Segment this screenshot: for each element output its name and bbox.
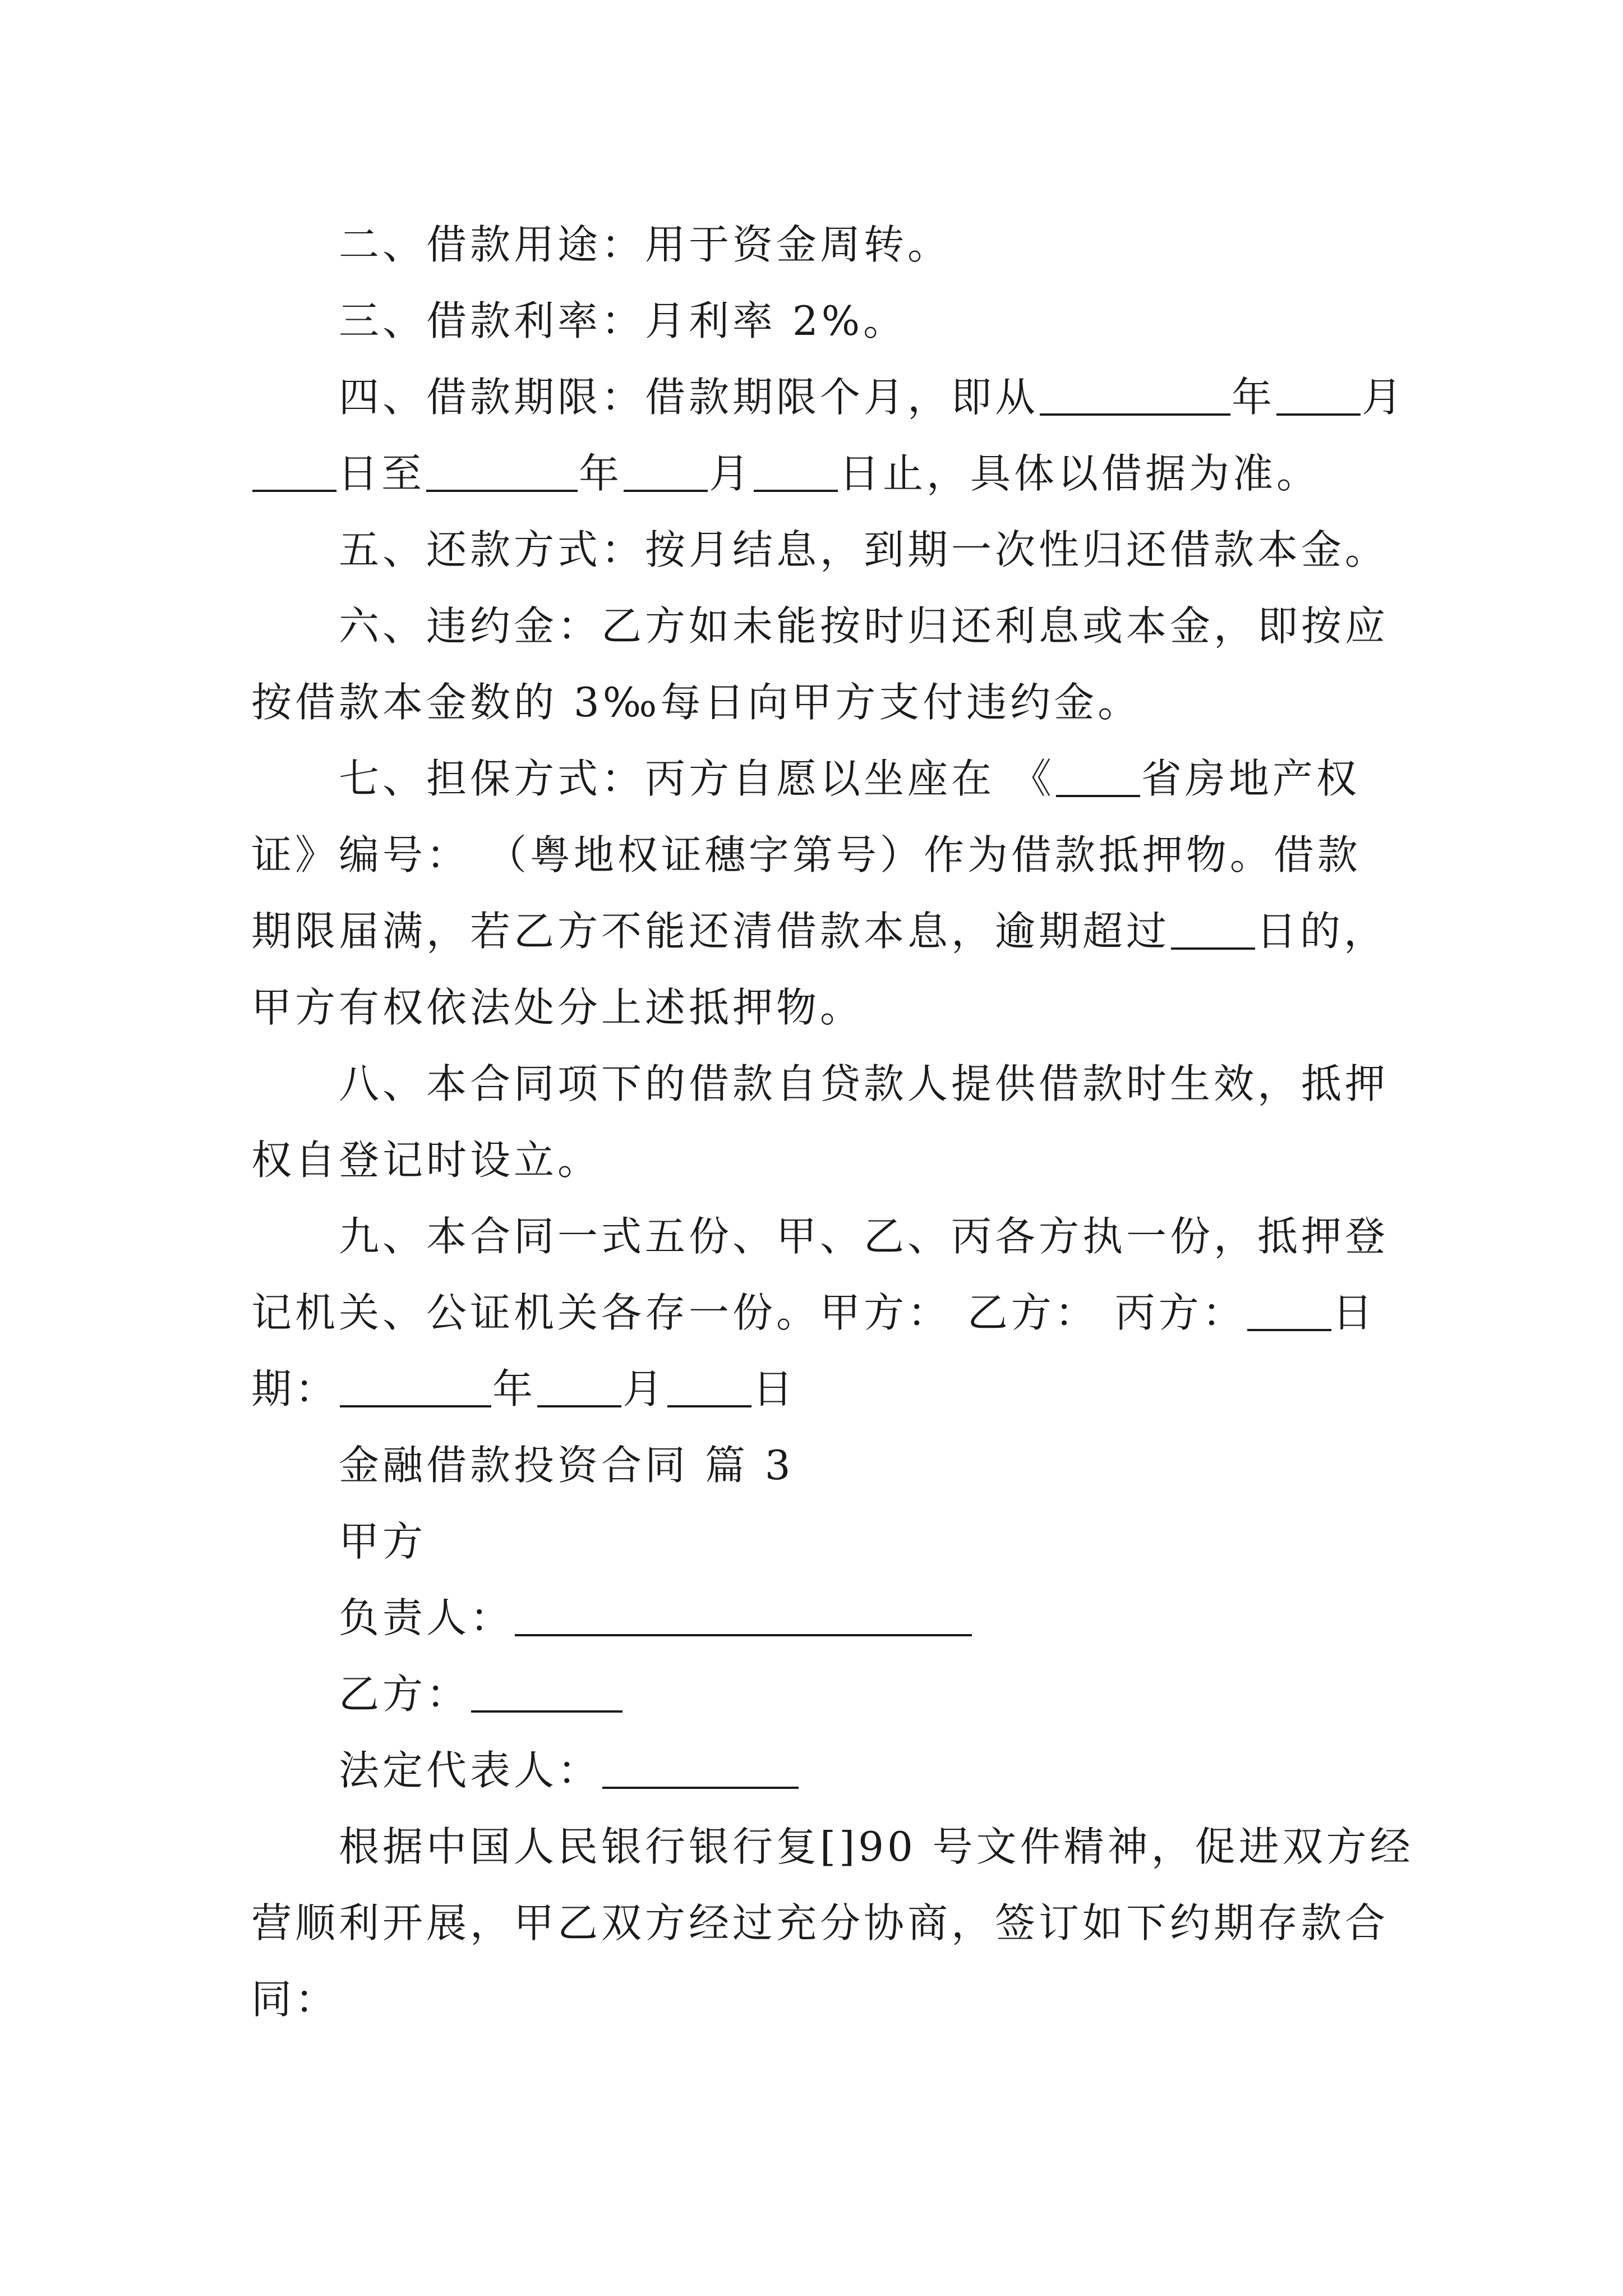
text: 甲方: [339, 1518, 427, 1565]
text: 省房地产权: [1141, 755, 1360, 802]
text: 日: [1332, 1289, 1376, 1336]
blank-sign-year: [340, 1363, 491, 1407]
clause-3-interest: [251, 283, 1395, 359]
text: 年: [492, 1365, 537, 1412]
text: 根据中国人民银行银行复[]90 号文件精神，促进双方经: [339, 1823, 1414, 1870]
clause-5-repayment: [251, 512, 1395, 588]
party-b-line: [251, 1656, 1395, 1732]
text: 甲方有权依法处分上述抵押物。: [251, 984, 864, 1031]
clause-7-guarantee-cont-2: [251, 893, 1395, 969]
clause-9-date: [251, 1351, 1395, 1427]
blank-start-month: [1276, 371, 1361, 416]
text: 七、担保方式：丙方自愿以坐座在 《: [339, 755, 1055, 802]
clause-6-penalty: [251, 588, 1395, 664]
text: 年: [579, 450, 623, 497]
blank-end-day: [754, 447, 838, 492]
blank-sign-field: [1247, 1286, 1331, 1331]
text: 乙方：: [339, 1671, 471, 1718]
text: 记机关、公证机关各存一份。甲方： 乙方： 丙方：: [251, 1289, 1246, 1336]
blank-province: [1056, 752, 1140, 797]
preamble-line-1: [251, 1809, 1414, 1885]
text: 日止，具体以借据为准。: [839, 450, 1321, 497]
text: 二、借款用途：用于资金周转。: [339, 221, 952, 268]
text: 期：: [251, 1365, 339, 1412]
blank-legal-rep: [602, 1744, 799, 1789]
preamble-line-3: [251, 1961, 1395, 2037]
text: 证》编号： （粤地权证穗字第号）作为借款抵押物。借款: [251, 831, 1361, 878]
text: 月: [623, 1365, 667, 1412]
section-title: [251, 1427, 1395, 1503]
text: 三、借款利率：月利率 2%。: [339, 297, 907, 344]
clause-7-guarantee-cont-3: [251, 969, 1395, 1046]
contract-text: [251, 206, 1414, 2037]
blank-sign-month: [537, 1363, 621, 1407]
text: 八、本合同项下的借款自贷款人提供借款时生效，抵押: [339, 1060, 1389, 1107]
party-a-label: [251, 1503, 1395, 1580]
text: 年: [1232, 374, 1276, 421]
preamble-line-2: [251, 1885, 1395, 1961]
clause-7-guarantee: [251, 740, 1395, 817]
responsible-person-line: [251, 1580, 1395, 1656]
text: 按借款本金数的 3‰每日向甲方支付违约金。: [251, 679, 1142, 726]
blank-end-month: [624, 447, 708, 492]
clause-9-copies: [251, 1198, 1395, 1274]
blank-end-year: [426, 447, 578, 492]
blank-party-b: [471, 1668, 623, 1713]
text: 法定代表人：: [339, 1747, 602, 1794]
clause-4-term: [251, 359, 1406, 435]
text: 四、借款期限：借款期限个月，即从: [339, 374, 1039, 421]
text: 日的，: [1256, 908, 1388, 955]
text: 日至: [338, 450, 426, 497]
blank-overdue-days: [1171, 905, 1255, 950]
text: 权自登记时设立。: [251, 1137, 602, 1184]
blank-start-day: [252, 447, 336, 492]
blank-sign-day: [667, 1363, 751, 1407]
clause-8-effect: [251, 1046, 1395, 1122]
text: 五、还款方式：按月结息，到期一次性归还借款本金。: [339, 526, 1389, 573]
text: 营顺利开展，甲乙双方经过充分协商，签订如下约期存款合: [251, 1899, 1389, 1947]
clause-8-effect-cont: [251, 1122, 1395, 1198]
blank-start-year: [1040, 371, 1230, 416]
clause-9-signatures: [251, 1274, 1395, 1351]
text: 日: [753, 1365, 797, 1412]
text: 九、本合同一式五份、甲、乙、丙各方执一份，抵押登: [339, 1213, 1389, 1260]
text: 月: [1362, 374, 1406, 421]
blank-responsible-person: [515, 1591, 972, 1636]
text: 负责人：: [339, 1594, 514, 1641]
clause-6-penalty-cont: [251, 664, 1395, 740]
text: 六、违约金：乙方如未能按时归还利息或本金，即按应: [339, 602, 1389, 650]
text: 金融借款投资合同 篇 3: [339, 1442, 794, 1489]
clause-4-term-cont: [251, 435, 1395, 512]
clause-7-guarantee-cont-1: [251, 817, 1395, 893]
text: 月: [709, 450, 753, 497]
text: 同：: [251, 1976, 339, 2023]
legal-rep-line: [251, 1732, 1395, 1809]
text: 期限届满，若乙方不能还清借款本息，逾期超过: [251, 908, 1170, 955]
clause-2-purpose: [251, 206, 1395, 283]
